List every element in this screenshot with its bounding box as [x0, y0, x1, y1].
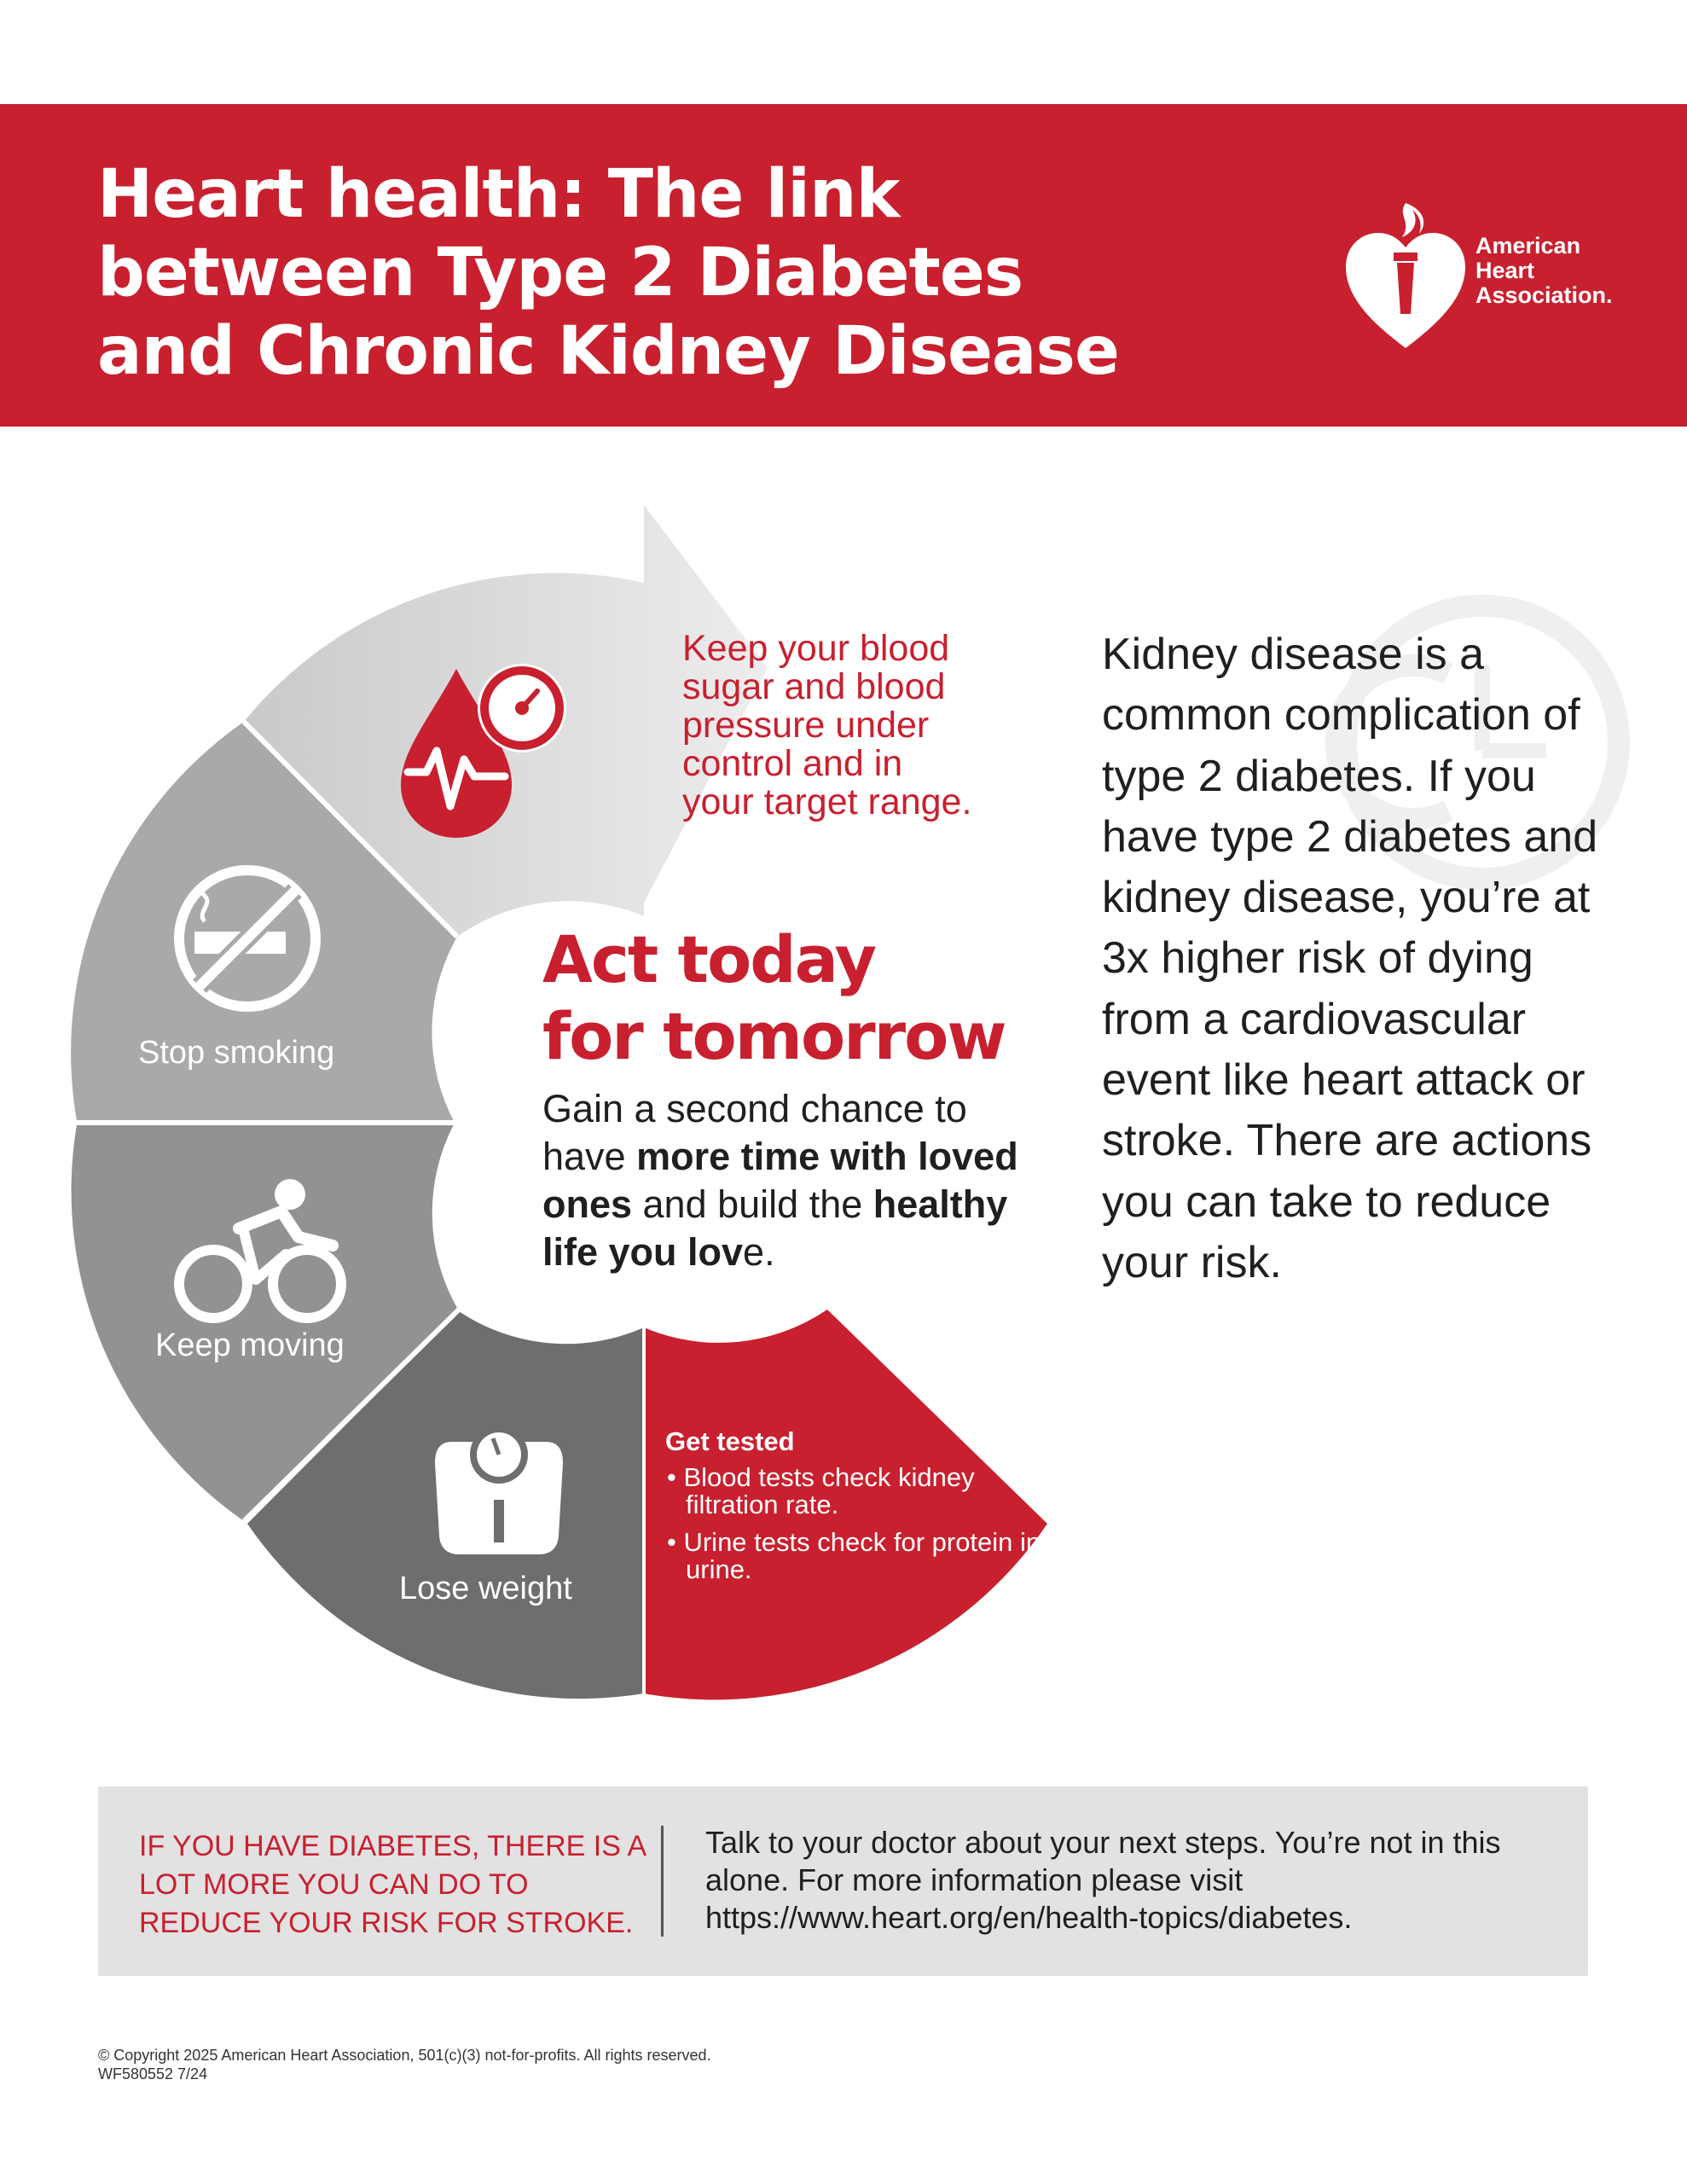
document-code: WF580552 7/24 — [98, 2065, 208, 2082]
page-title — [97, 155, 1206, 391]
banner-callout: IF YOU HAVE DIABETES, THERE IS A LOT MORE YOU CAN DO TO REDUCE YOUR RISK FOR STROKE. — [139, 1830, 646, 1939]
info-banner — [98, 1786, 1588, 1976]
act-today-title: Act today for tomorrow — [542, 921, 1006, 1074]
copyright-text: © Copyright 2025 American Heart Association, 501(c)(3) not-for-profits. All rights reserved. — [98, 2047, 711, 2064]
heart-torch-icon — [1346, 186, 1465, 357]
lose-weight-label: Lose weight — [399, 1571, 572, 1606]
blood-pressure-text: Keep your blood sugar and blood pressure under control and in your target range. — [682, 628, 972, 822]
get-tested-title: Get tested — [665, 1426, 795, 1456]
title-line-3: and Chronic Kidney Disease — [97, 313, 1119, 390]
banner-message: Talk to your doctor about your next steps. You’re not in this alone. For more information please visit https://www.heart.org/en/health-topics/diabetes. — [705, 1825, 1501, 1935]
aha-logo — [1346, 186, 1619, 357]
keep-moving-label: Keep moving — [155, 1327, 345, 1363]
title-line-2: between Type 2 Diabetes — [97, 235, 1023, 311]
logo-text: American Heart Association. — [1475, 233, 1613, 308]
stop-smoking-label: Stop smoking — [138, 1035, 335, 1071]
kidney-disease-paragraph: Kidney disease is a common complication of type 2 diabetes. If you have type 2 diabetes and kidney disease, you’re at 3x higher risk of dying from a cardiovascular event like heart attack or stroke. There are actions you can take to reduce your risk. — [1102, 630, 1598, 1287]
act-today-body: Gain a second chance to have more time with loved ones and build the healthy life you love. — [542, 1087, 1018, 1274]
banner-divider — [661, 1826, 664, 1937]
scale-icon — [435, 1426, 563, 1554]
tested-item: • Urine tests check for protein in urine. — [667, 1527, 1041, 1584]
get-tested-block — [665, 1426, 1058, 1594]
header-banner — [0, 104, 1687, 427]
title-line-1: Heart health: The link — [97, 156, 900, 233]
footer — [98, 2046, 711, 2083]
tested-item: • Blood tests check kidney filtration rate. — [667, 1462, 975, 1519]
